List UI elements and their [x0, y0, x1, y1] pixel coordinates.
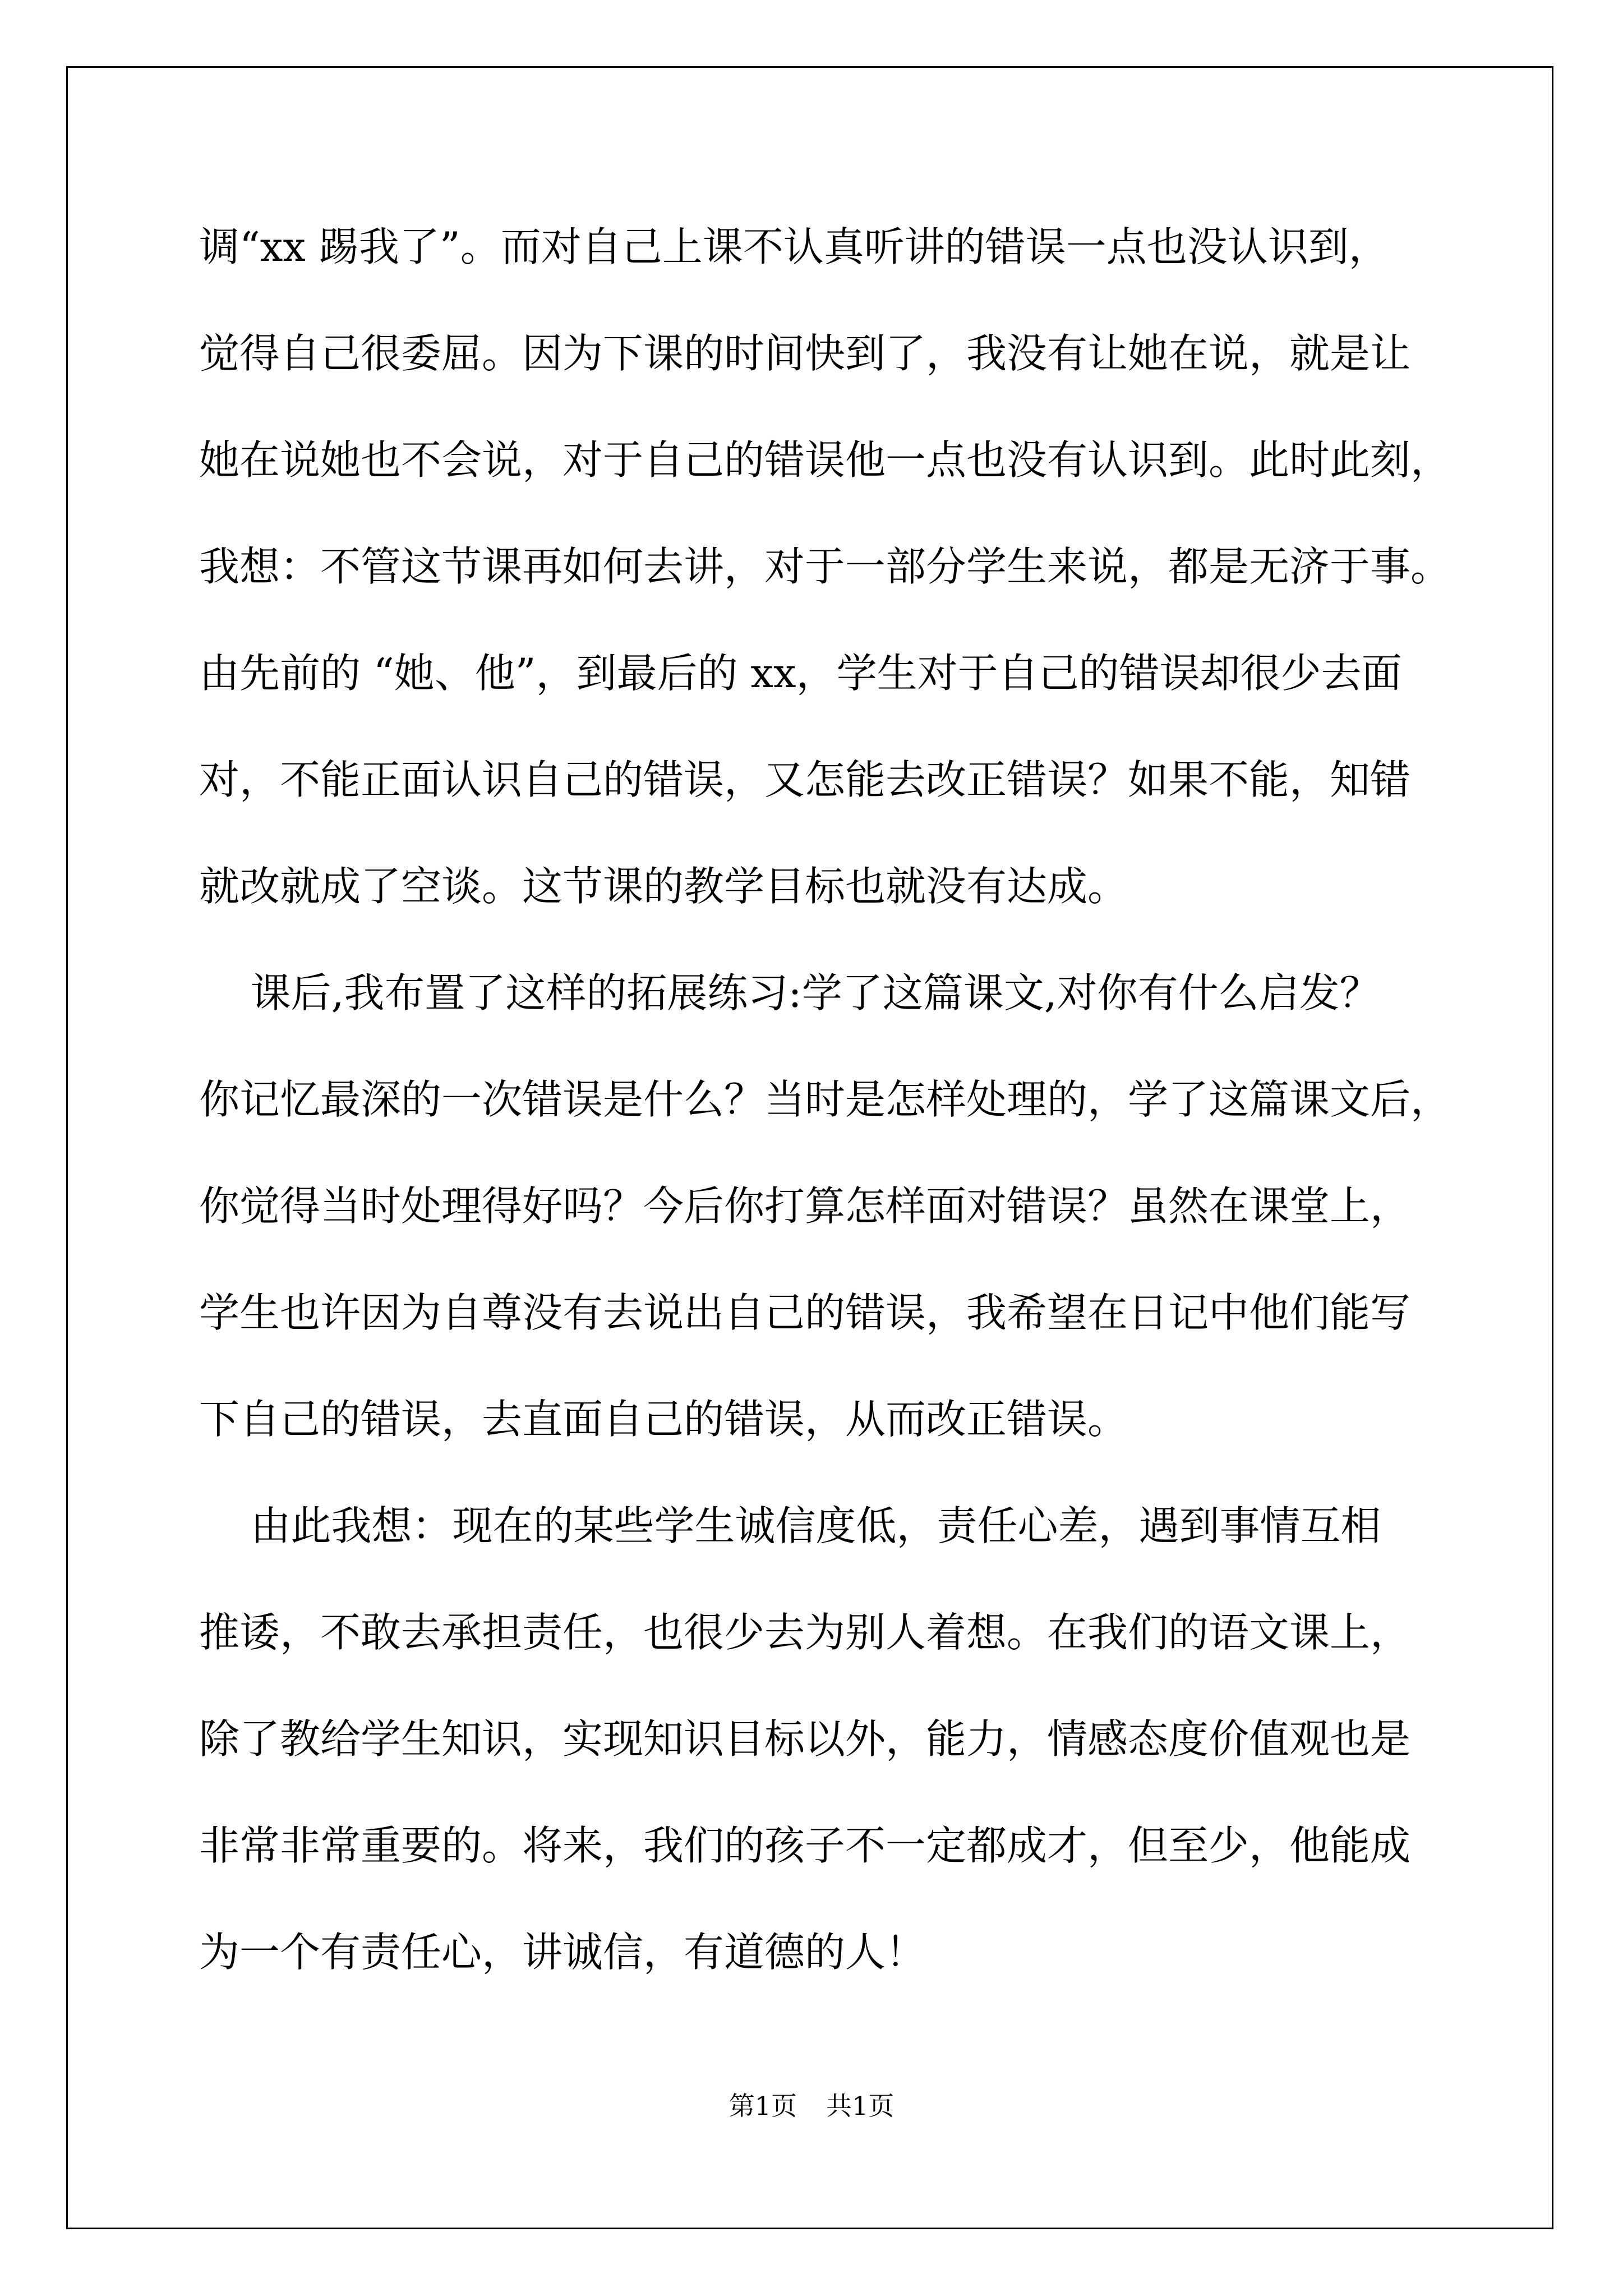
page-footer — [0, 2086, 1623, 2123]
text-line: 你觉得当时处理得好吗？今后你打算怎样面对错误？虽然在课堂上， — [199, 1182, 1411, 1230]
document-body — [199, 194, 1451, 2005]
paragraph — [199, 1473, 1427, 2005]
text-line: 课后,我布置了这样的拓展练习:学了这篇课文,对你有什么启发？ — [199, 969, 1380, 1016]
text-line: 她在说她也不会说，对于自己的错误他一点也没有认识到。此时此刻， — [199, 436, 1451, 484]
text-line: 对，不能正面认识自己的错误，又怎能去改正错误？如果不能，知错 — [199, 756, 1411, 803]
text-line: 非常非常重要的。将来，我们的孩子不一定都成才，但至少，他能成 — [199, 1822, 1411, 1869]
text-line: 推诿，不敢去承担责任，也很少去为别人着想。在我们的语文课上， — [199, 1609, 1411, 1656]
text-line: 为一个有责任心，讲诚信，有道德的人！ — [199, 1929, 926, 1976]
text-line: 我想：不管这节课再如何去讲，对于一部分学生来说，都是无济于事。 — [199, 543, 1451, 590]
paragraph — [199, 940, 1451, 1473]
text-line: 你记忆最深的一次错误是什么？当时是怎样处理的，学了这篇课文后， — [199, 1076, 1451, 1123]
text-line: 觉得自己很委屈。因为下课的时间快到了，我没有让她在说，就是让 — [199, 330, 1411, 377]
text-line: 除了教给学生知识，实现知识目标以外，能力，情感态度价值观也是 — [199, 1715, 1411, 1763]
text-line: 下自己的错误，去直面自己的错误，从而改正错误。 — [199, 1396, 1128, 1443]
text-line: 学生也许因为自尊没有去说出自己的错误，我希望在日记中他们能写 — [199, 1289, 1411, 1336]
text-line: 由先前的 “她、他”，到最后的 xx，学生对于自己的错误却很少去面 — [199, 650, 1402, 697]
page-total: 共1页 — [826, 2091, 895, 2121]
text-line: 就改就成了空谈。这节课的教学目标也就没有达成。 — [199, 863, 1128, 910]
paragraph — [199, 194, 1451, 940]
page-number: 第1页 — [728, 2091, 797, 2121]
text-line: 由此我想：现在的某些学生诚信度低，责任心差，遇到事情互相 — [199, 1502, 1381, 1549]
text-line: 调“xx 踢我了”。而对自己上课不认真听讲的错误一点也没认识到， — [199, 223, 1389, 270]
